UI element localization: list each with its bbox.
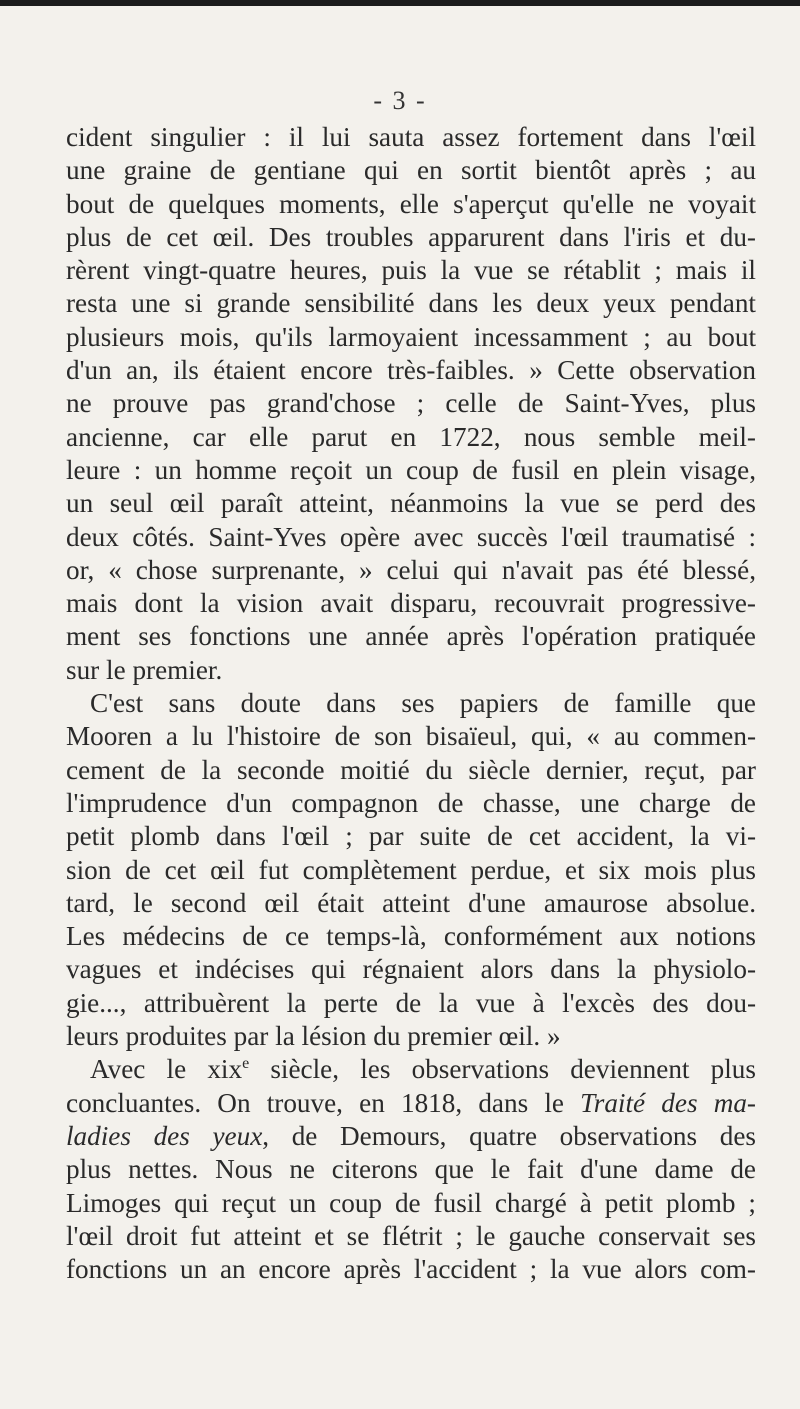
body-text <box>66 121 756 1286</box>
text-line-content: Avec le xix <box>90 1054 243 1085</box>
page-top-edge <box>0 0 800 6</box>
text-line: ment ses fonctions une année après l'opération pratiquée <box>66 621 756 652</box>
text-line: bout de quelques moments, elle s'aperçut qu'elle ne voyait <box>66 188 756 219</box>
text-line: l'imprudence d'un compagnon de chasse, une charge de <box>66 787 756 818</box>
text-line: un seul œil paraît atteint, néanmoins la vue se perd des <box>66 488 756 519</box>
text-line: Limoges qui reçut un coup de fusil chargé à petit plomb ; <box>66 1187 756 1218</box>
text-line: petit plomb dans l'œil ; par suite de cet accident, la vi- <box>66 821 756 852</box>
text-line: ne prouve pas grand'chose ; celle de Saint-Yves, plus <box>66 388 756 419</box>
text-line: l'œil droit fut atteint et se flétrit ; le gauche conservait ses <box>66 1220 756 1251</box>
text-line: cement de la seconde moitié du siècle dernier, reçut, par <box>66 754 756 785</box>
text-line: Les médecins de ce temps-là, conformément aux notions <box>66 921 756 952</box>
text-line: leurs produites par la lésion du premier œil. » <box>66 1021 561 1052</box>
text-line: sur le premier. <box>66 654 223 685</box>
text-line: vagues et indécises qui régnaient alors dans la physiolo- <box>66 954 756 985</box>
paragraph-3 <box>66 1053 756 1286</box>
page-number: - 3 - <box>373 86 427 115</box>
text-line: cident singulier : il lui sauta assez fortement dans l'œil <box>66 122 756 152</box>
text-line <box>66 1120 756 1153</box>
text-line: sion de cet œil fut complètement perdue, et six mois plus <box>66 854 756 885</box>
text-line-content: C'est sans doute dans ses papiers de famille que <box>90 688 756 719</box>
text-line: une graine de gentiane qui en sortit bientôt après ; au <box>66 155 756 186</box>
book-title: ladies des yeux <box>66 1120 263 1151</box>
text-line: leure : un homme reçoit un coup de fusil en plein visage, <box>66 454 756 485</box>
text-line-content: siècle, les observations deviennent plus <box>249 1054 756 1085</box>
text-line: plusieurs mois, qu'ils larmoyaient incessamment ; au bout <box>66 321 756 352</box>
text-line: plus de cet œil. Des troubles apparurent dans l'iris et du- <box>66 221 756 252</box>
text-line: resta une si grande sensibilité dans les deux yeux pendant <box>66 288 756 319</box>
text-line: Mooren a lu l'histoire de son bisaïeul, qui, « au commen- <box>66 721 756 752</box>
text-line: deux côtés. Saint-Yves opère avec succès l'œil traumatisé : <box>66 521 756 552</box>
text-line <box>66 1053 756 1086</box>
paragraph-1 <box>66 121 756 687</box>
text-line: mais dont la vision avait disparu, recouvrait progressive- <box>66 588 756 619</box>
century-superscript: e <box>242 1055 250 1073</box>
text-line: d'un an, ils étaient encore très-faibles. » Cette observation <box>66 355 756 386</box>
text-line-content: concluantes. On trouve, en 1818, dans le <box>66 1087 581 1118</box>
text-line: plus nettes. Nous ne citerons que le fait d'une dame de <box>66 1154 756 1185</box>
text-line-content: , de Demours, quatre observations des <box>262 1120 756 1151</box>
text-line: ancienne, car elle parut en 1722, nous semble meil- <box>66 421 756 452</box>
text-line: tard, le second œil était atteint d'une amaurose absolue. <box>66 887 756 918</box>
text-line: gie..., attribuèrent la perte de la vue à l'excès des dou- <box>66 987 756 1018</box>
text-line: or, « chose surprenante, » celui qui n'avait pas été blessé, <box>66 554 756 585</box>
text-line: fonctions un an encore après l'accident ; la vue alors com- <box>66 1254 756 1285</box>
text-line <box>66 1087 756 1120</box>
text-line <box>66 687 756 720</box>
text-line: rèrent vingt-quatre heures, puis la vue se rétablit ; mais il <box>66 255 756 286</box>
book-title: Traité des ma- <box>580 1087 756 1118</box>
paragraph-2 <box>66 687 756 1053</box>
